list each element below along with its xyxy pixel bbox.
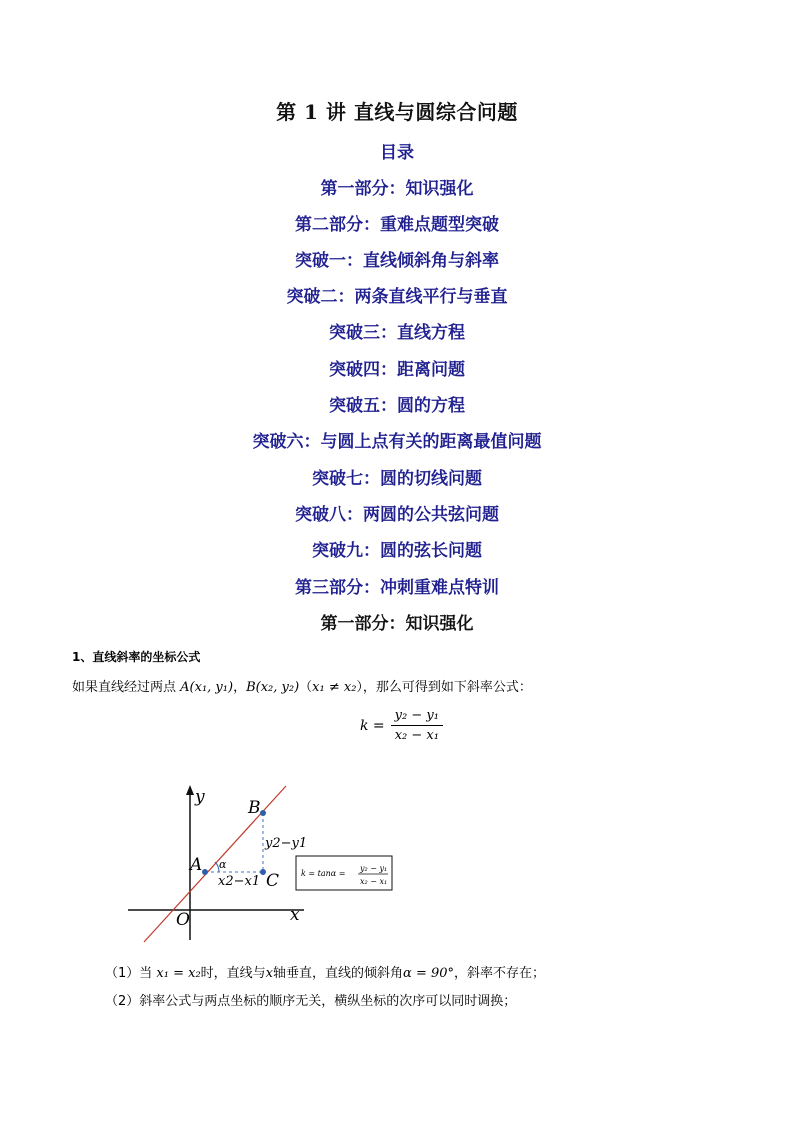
angle-label: α: [219, 858, 227, 871]
tan-formula-numerator: y₂ − y₁: [360, 864, 388, 873]
toc-item[interactable]: 突破六：与圆上点有关的距离最值问题: [252, 432, 542, 452]
intro-paragraph: [72, 676, 532, 695]
tan-formula-lhs: k = tanα =: [301, 869, 346, 878]
note1-angle: α = 90°: [403, 966, 455, 981]
point-a-coords: A(x₁, y₁): [180, 680, 234, 695]
toc-item[interactable]: 突破三：直线方程: [329, 323, 465, 343]
lecture-title: 第 1 讲 直线与圆综合问题: [276, 100, 518, 124]
formula-numerator: y₂ − y₁: [391, 708, 443, 726]
point-b-label: B: [248, 798, 261, 818]
note1-mid1: 时，直线与: [200, 966, 266, 981]
note1-condition: x₁ = x₂: [156, 966, 201, 981]
slope-formula: [360, 708, 443, 743]
point-c-label: C: [266, 871, 280, 891]
note1-prefix: （1）当: [105, 966, 157, 981]
toc-item[interactable]: 第二部分：重难点题型突破: [295, 215, 499, 235]
tan-formula-denominator: x₂ − x₁: [360, 877, 388, 886]
point-b-marker: [260, 810, 266, 816]
note1-axis: x: [265, 966, 274, 981]
section-heading: 1、直线斜率的坐标公式: [72, 650, 201, 664]
toc-item[interactable]: 突破九：圆的弦长问题: [312, 541, 482, 561]
intro-suffix: ，那么可得到如下斜率公式：: [362, 680, 532, 695]
condition: x₁ ≠ x₂: [312, 680, 357, 695]
point-a-label: A: [190, 855, 203, 875]
toc-item[interactable]: 第三部分：冲刺重难点特训: [295, 578, 499, 598]
part-heading: 第一部分：知识强化: [320, 614, 474, 634]
x-axis-label: x: [290, 905, 300, 925]
origin-label: O: [176, 910, 190, 930]
formula-lhs: k =: [360, 717, 385, 734]
run-label: x2−x1: [218, 874, 261, 889]
toc-item[interactable]: 突破八：两圆的公共弦问题: [295, 505, 499, 525]
toc-item[interactable]: 突破五：圆的方程: [329, 396, 465, 416]
toc-item[interactable]: 突破四：距离问题: [329, 360, 465, 380]
rise-label: y2−y1: [265, 836, 308, 851]
toc-item[interactable]: 突破二：两条直线平行与垂直: [286, 287, 508, 307]
point-a-marker: [202, 869, 208, 875]
toc-heading: 目录: [380, 143, 414, 163]
condition-close: ）: [356, 680, 363, 695]
note1-mid2: 轴垂直，直线的倾斜角: [273, 966, 404, 981]
point-b-coords: B(x₂, y₂): [246, 680, 300, 695]
toc-item[interactable]: 突破一：直线倾斜角与斜率: [295, 251, 499, 271]
y-axis-label: y: [195, 787, 205, 807]
note1-suffix: ，斜率不存在；: [454, 966, 546, 981]
slope-line: [144, 786, 286, 942]
toc-item[interactable]: 突破七：圆的切线问题: [312, 469, 482, 489]
note-vertical-line: [105, 962, 545, 981]
note-order-independence: （2）斜率公式与两点坐标的顺序无关，横纵坐标的次序可以同时调换；: [105, 994, 517, 1009]
toc-item[interactable]: 第一部分：知识强化: [320, 179, 474, 199]
condition-open: （: [299, 680, 313, 695]
formula-fraction: [391, 708, 443, 743]
formula-denominator: x₂ − x₁: [394, 728, 439, 743]
intro-prefix: 如果直线经过两点: [72, 680, 177, 695]
separator: ，: [233, 680, 247, 695]
y-axis-arrow-icon: [186, 785, 194, 795]
slope-diagram: [118, 780, 418, 950]
